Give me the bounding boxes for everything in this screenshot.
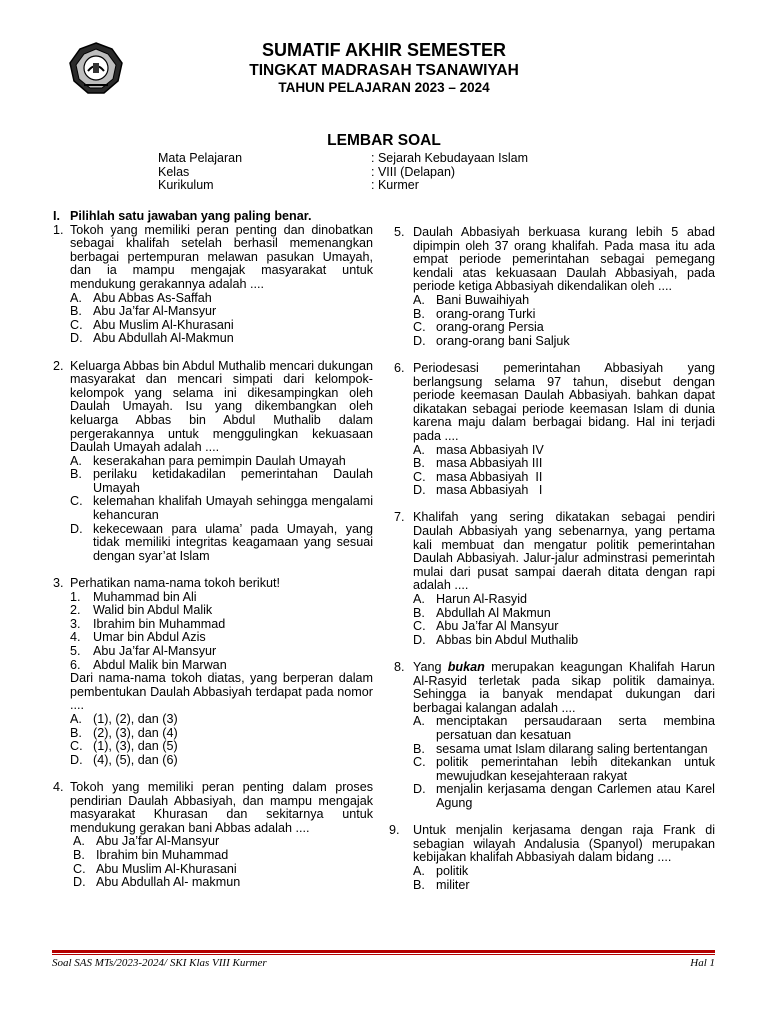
question-4: 4. Tokoh yang memiliki peran penting dalam proses pendirian Daulah Abbasiyah, dan mampu mengajak masyarakat Khurasan dan sekitarnya untuk mendukung gerakan bani Abbas adalah .... A. Abu Ja’far Al-Mansyur B. Ibrahim bin Muhammad C. Abu Muslim Al-Khurasani D. Abu Abdullah Al- makmun <box>53 779 373 890</box>
question-2: 2. Keluarga Abbas bin Abdul Muthalib mencari dukungan masyarakat dan mencari simpati dari kelompok-kelompok yang selama ini dikesampingkan oleh Daulah Umayah. Isu yang dikembangkan oleh keluarga Abbas bin Abdul Muthalib dalam pergerakannya untuk menggulingkan kekuasaan Daulah Umayah adalah .... A. keserakahan para pemimpin Daulah Umayah B. perilaku ketidakadilan pemerintahan Daulah Umayah C. kelemahan khalifah Umayah sehingga mengalami kehancuran D. kekecewaan para ulama’ pada Umayah, yang tidak memiliki integritas keagamaan yang sesuai dengan syar’at Islam <box>53 358 373 563</box>
option-a[interactable]: A. menciptakan persaudaraan serta membina persatuan dan kesatuan <box>413 714 715 742</box>
option-d[interactable]: D. masa Abbasiyah I <box>413 483 543 498</box>
option-d[interactable]: D. Abu Abdullah Al-Makmun <box>70 331 234 346</box>
option-c[interactable]: C. kelemahan khalifah Umayah sehingga mengalami kehancuran <box>70 494 373 523</box>
question-text: Keluarga Abbas bin Abdul Muthalib mencari dukungan masyarakat dan mencari simpati dari kelompok-kelompok yang selama ini dikesampingkan oleh Daulah Umayah. Isu yang dikembangkan oleh keluarga Abbas bin Abdul Muthalib dalam pergerakannya untuk menggulingkan kekuasaan Daulah Umayah adalah .... <box>70 358 373 455</box>
question-text: Untuk menjalin kerjasama dengan raja Frank di sebagian wilayah Andalusia (Spanyol) merupakan kebijakan khalifah Abbasiyah dalam bidang .... <box>413 823 715 865</box>
question-3: 3. Perhatikan nama-nama tokoh berikut! 1. Muhammad bin Ali 2. Walid bin Abdul Malik 3. Ibrahim bin Muhammad 4. Umar bin Abdul Azis 5. Abu Ja’far Al-Mansyur 6. Abdul Malik bin Marwan Dari nama-nama tokoh diatas, yang berperan dalam pembentukan Daulah Abbasiyah terdapat pada nomor .... A. (1), (2), dan (3) B. (2), (3), dan (4) C. (1), (3), dan (5) D. (4), (5), dan (6) <box>53 576 373 767</box>
option-d[interactable]: D. Abbas bin Abdul Muthalib <box>413 632 579 647</box>
option-c[interactable]: C. orang-orang Persia <box>413 320 544 335</box>
option-a[interactable]: A. masa Abbasiyah IV <box>413 442 544 457</box>
left-column <box>53 210 373 903</box>
option-c[interactable]: C. Abu Ja’far Al Mansyur <box>413 619 559 634</box>
option-b[interactable]: B. militer <box>413 877 470 892</box>
option-a[interactable]: A. Harun Al-Rasyid <box>413 592 527 607</box>
exam-level: TINGKAT MADRASAH TSANAWIYAH <box>249 62 519 79</box>
question-8: 8. Yang bukan merupakan keagungan Khalifah Harun Al-Rasyid terletak pada sikap politik damainya. Sehingga ia banyak mendapat dukungan dari berbagai kalangan adalah .... A. menciptakan persaudaraan serta membina persatuan dan kesatuan B. sesama umat Islam dilarang saling bertentangan C. politik pemerintahan lebih ditekankan untuk mewujudkan kesejahteraan rakyat D. menjalin kerjasama dengan Carlemen atau Karel Agung <box>394 660 715 810</box>
option-b[interactable]: B. Abu Ja’far Al-Mansyur <box>70 304 217 319</box>
option-c[interactable]: C. (1), (3), dan (5) <box>70 739 178 754</box>
question-text: Tokoh yang memiliki peran penting dan dinobatkan sebagai khalifah setelah berhasil memenangkan berbagai pertempuran melawan pasukan Umayah, dan ia mampu mengajak masyarakat untuk mendukung gerakannya adalah .... <box>70 222 373 291</box>
sheet-title: LEMBAR SOAL <box>327 132 441 149</box>
option-b[interactable]: B. (2), (3), dan (4) <box>70 725 178 740</box>
meta-row-subject: Mata Pelajaran : Sejarah Kebudayaan Islam <box>158 151 529 165</box>
question-5: 5. Daulah Abbasiyah berkuasa kurang lebih 5 abad dipimpin oleh 37 orang khalifah. Pada masa itu ada empat periode pemerintahan sebagai pemegang kendali atas kekuasaan Daulah Abbasiyah, pada periode ketiga Abbasiyah dikendalikan oleh .... A. Bani Buwaihiyah B. orang-orang Turki C. orang-orang Persia D. orang-orang bani Saljuk <box>394 225 715 348</box>
list-item: 4. Umar bin Abdul Azis <box>70 630 206 645</box>
footer-page-number: Hal 1 <box>690 957 715 969</box>
option-d[interactable]: D. kekecewaan para ulama’ pada Umayah, yang tidak memiliki integritas keagamaan yang sesuai dengan syar’at Islam <box>70 521 373 563</box>
question-text: Dari nama-nama tokoh diatas, yang berperan dalam pembentukan Daulah Abbasiyah terdapat pada nomor .... <box>70 671 373 713</box>
option-d[interactable]: D. (4), (5), dan (6) <box>70 752 178 767</box>
option-a[interactable]: A. keserakahan para pemimpin Daulah Umayah <box>70 453 346 468</box>
footer-document-code: Soal SAS MTs/2023-2024/ SKI Klas VIII Kurmer <box>52 957 267 969</box>
option-c[interactable]: C. Abu Muslim Al-Khurasani <box>73 861 237 876</box>
list-item: 2. Walid bin Abdul Malik <box>70 603 213 618</box>
option-b[interactable]: B. masa Abbasiyah III <box>413 456 543 471</box>
right-column <box>389 225 715 906</box>
option-a[interactable]: A. Abu Abbas As-Saffah <box>70 290 212 305</box>
question-text: Khalifah yang sering dikatakan sebagai pendiri Daulah Abbasiyah yang sebenarnya, yang pertama kali membuat dan mengatur politik pemerintahan Daulah Abbasiyah. Jalur-jalur adminstrasi pemerintah mulai dari pusat sampai daerah ditata dengan rapi adalah .... <box>413 510 715 593</box>
question-7: 7. Khalifah yang sering dikatakan sebagai pendiri Daulah Abbasiyah yang sebenarnya, yang pertama kali membuat dan mengatur politik pemerintahan Daulah Abbasiyah. Jalur-jalur adminstrasi pemerintah mulai dari pusat sampai daerah ditata dengan rapi adalah .... A. Harun Al-Rasyid B. Abdullah Al Makmun C. Abu Ja’far Al Mansyur D. Abbas bin Abdul Muthalib <box>394 510 715 647</box>
footer-divider <box>52 950 715 953</box>
meta-row-class: Kelas : VIII (Delapan) <box>158 164 456 179</box>
option-b[interactable]: B. Ibrahim bin Muhammad <box>73 847 229 862</box>
list-item: 6. Abdul Malik bin Marwan <box>70 657 227 672</box>
option-a[interactable]: A. Abu Ja’far Al-Mansyur <box>73 834 220 849</box>
option-c[interactable]: C. politik pemerintahan lebih ditekankan untuk mewujudkan kesejahteraan rakyat <box>413 755 715 783</box>
exam-title: SUMATIF AKHIR SEMESTER <box>261 40 506 60</box>
academic-year: TAHUN PELAJARAN 2023 – 2024 <box>278 80 490 95</box>
option-a[interactable]: A. (1), (2), dan (3) <box>70 711 178 726</box>
option-b[interactable]: B. orang-orang Turki <box>413 306 536 321</box>
option-c[interactable]: C. masa Abbasiyah II <box>413 469 543 484</box>
option-a[interactable]: A. politik <box>413 863 469 878</box>
section-heading: I. Pilihlah satu jawaban yang paling benar. <box>53 209 312 223</box>
option-d[interactable]: D. menjalin kerjasama dengan Carlemen atau Karel Agung <box>413 782 715 810</box>
question-text: Yang bukan merupakan keagungan Khalifah Harun Al-Rasyid terletak pada sikap politik damainya. Sehingga ia banyak mendapat dukungan dari berbagai kalangan adalah .... <box>413 660 715 715</box>
meta-row-curriculum: Kurikulum : Kurmer <box>158 178 419 192</box>
list-item: 3. Ibrahim bin Muhammad <box>70 616 226 631</box>
question-text: Tokoh yang memiliki peran penting dalam proses pendirian Daulah Abbasiyah, dan mampu mengajak masyarakat Khurasan dan sekitarnya untuk mendukung gerakan bani Abbas adalah .... <box>70 779 373 835</box>
option-d[interactable]: D. Abu Abdullah Al- makmun <box>73 875 241 890</box>
question-9: 9. Untuk menjalin kerjasama dengan raja Frank di sebagian wilayah Andalusia (Spanyol) merupakan kebijakan khalifah Abbasiyah dalam bidang .... A. politik B. militer <box>389 823 715 892</box>
list-item: 1. Muhammad bin Ali <box>70 589 197 604</box>
question-text: Periodesasi pemerintahan Abbasiyah yang berlangsung selama 97 tahun, disebut dengan periode keemasan Daulah Abbasiyah. bahkan dapat dikatakan sebagai periode keemasan Islam di dunia karena maju dalam berbagai bidang. Hal ini terjadi pada .... <box>413 360 715 443</box>
list-item: 5. Abu Ja’far Al-Mansyur <box>70 644 217 658</box>
option-b[interactable]: B. Abdullah Al Makmun <box>413 605 551 620</box>
option-b[interactable]: B. sesama umat Islam dilarang saling bertentangan <box>413 741 708 756</box>
question-intro: Perhatikan nama-nama tokoh berikut! <box>70 576 281 591</box>
question-1: 1. Tokoh yang memiliki peran penting dan dinobatkan sebagai khalifah setelah berhasil memenangkan berbagai pertempuran melawan pasukan Umayah, dan ia mampu mengajak masyarakat untuk mendukung gerakannya adalah .... A. Abu Abbas As-Saffah B. Abu Ja’far Al-Mansyur C. Abu Muslim Al-Khurasani D. Abu Abdullah Al-Makmun <box>53 222 373 346</box>
question-6: 6. Periodesasi pemerintahan Abbasiyah yang berlangsung selama 97 tahun, disebut dengan periode keemasan Daulah Abbasiyah. bahkan dapat dikatakan sebagai periode keemasan Islam di dunia karena maju dalam berbagai bidang. Hal ini terjadi pada .... A. masa Abbasiyah IV B. masa Abbasiyah III C. masa Abbasiyah II D. masa Abbasiyah I <box>394 360 715 498</box>
option-a[interactable]: A. Bani Buwaihiyah <box>413 292 530 307</box>
exam-meta <box>158 152 528 193</box>
option-b[interactable]: B. perilaku ketidakadilan pemerintahan Daulah Umayah <box>70 467 373 495</box>
option-c[interactable]: C. Abu Muslim Al-Khurasani <box>70 317 234 332</box>
footer-divider-thin <box>52 954 715 955</box>
question-text: Daulah Abbasiyah berkuasa kurang lebih 5 abad dipimpin oleh 37 orang khalifah. Pada masa itu ada empat periode pemerintahan sebagai pemegang kendali atas kekuasaan Daulah Abbasiyah, pada periode ketiga Abbasiyah dikendalikan oleh .... <box>413 225 715 294</box>
option-d[interactable]: D. orang-orang bani Saljuk <box>413 333 570 348</box>
emphasis-word: bukan <box>447 660 485 674</box>
